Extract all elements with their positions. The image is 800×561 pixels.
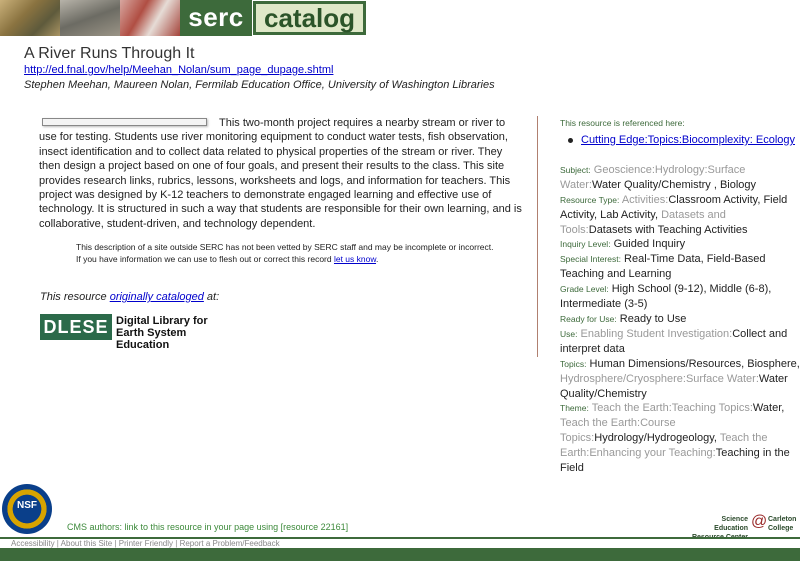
meta-value: Water, xyxy=(752,402,785,414)
footer-link-report[interactable]: Report a Problem/Feedback xyxy=(179,539,280,548)
meta-subject xyxy=(560,163,800,193)
meta-path: Geoscience:Hydrology:Surface Water: xyxy=(560,164,746,191)
references-list xyxy=(568,134,795,146)
meta-value: Ready to Use xyxy=(619,313,687,325)
meta-label: Subject: xyxy=(560,165,591,175)
resource-url-link[interactable]: http://ed.fnal.gov/help/Meehan_Nolan/sum_page_dupage.shtml xyxy=(24,64,334,76)
banner-photo-1 xyxy=(0,0,60,36)
meta-value: Human Dimensions/Resources, Biosphere, xyxy=(589,358,800,370)
disclaimer: This description of a site outside SERC has not been vetted by SERC staff and may be incomplete or incorrect. If you have information we can use to flesh out or correct this record let us know. xyxy=(76,242,494,264)
cms-authors-note: CMS authors: link to this resource in your page using [resource 22161] xyxy=(67,522,349,532)
meta-value: Classroom Activity, Field Activity, Lab Activity, xyxy=(560,194,788,221)
serc-logo[interactable]: serc xyxy=(180,0,252,36)
column-divider xyxy=(537,116,538,357)
meta-value: Water Quality/Chemistry xyxy=(560,373,788,400)
originally-cataloged-link[interactable]: originally cataloged xyxy=(109,291,204,303)
page-title: A River Runs Through It xyxy=(24,45,195,62)
meta-path: Datasets and Tools: xyxy=(560,209,726,236)
dlese-line-1: Digital Library for xyxy=(116,315,208,327)
meta-inquiry-level xyxy=(560,237,800,252)
meta-label: Topics: xyxy=(560,359,587,369)
meta-path: Hydrosphere/Cryosphere:Surface Water: xyxy=(560,373,759,385)
footer-link-printer[interactable]: Printer Friendly xyxy=(118,539,174,548)
bottom-band xyxy=(0,548,800,561)
dlese-logo[interactable] xyxy=(40,314,230,351)
meta-value: Real-Time Data, Field-Based Teaching and Learning xyxy=(560,253,766,280)
meta-value: Hydrology/Hydrogeology, xyxy=(594,432,720,444)
meta-grade-level xyxy=(560,282,800,312)
meta-label: Theme: xyxy=(560,403,589,413)
meta-label: Resource Type: xyxy=(560,195,620,205)
meta-label: Special Interest: xyxy=(560,254,621,264)
reference-link[interactable]: Cutting Edge:Topics:Biocomplexity: Ecology xyxy=(581,134,795,146)
header-banner xyxy=(0,0,800,36)
cataloged-line xyxy=(40,291,219,303)
dlese-text xyxy=(116,315,230,351)
cataloged-suffix: at: xyxy=(203,291,220,303)
meta-topics xyxy=(560,357,800,402)
meta-value: Water Quality/Chemistry , Biology xyxy=(592,179,757,191)
meta-path: Teach the Earth:Course Topics: xyxy=(560,417,676,444)
meta-value: Datasets with Teaching Activities xyxy=(588,224,748,236)
footer-link-accessibility[interactable]: Accessibility xyxy=(11,539,55,548)
footer-separator: | xyxy=(54,539,61,548)
meta-path: Activities: xyxy=(621,194,669,206)
dlese-line-2: Earth System Education xyxy=(116,327,187,351)
carleton-wordmark xyxy=(768,515,796,533)
catalog-logo[interactable]: catalog xyxy=(253,1,366,35)
dlese-mark: DLESE xyxy=(40,314,112,340)
meta-theme xyxy=(560,401,800,476)
meta-label: Grade Level: xyxy=(560,284,609,294)
resource-description: This two-month project requires a nearby stream or river to use for testing. Students use river monitoring equipment to conduct water tests, fish observation, insect identification and to collect data related to physical properties of the stream or river. They then design a project based on one of four goals, and present their results to the class. This site provides research links, rubrics, lessons, worksheets and logs, and information for teachers. This project was designed by K-12 teachers to demonstrate engaged learning and effective use of technology. It is structured in such a way that students are responsible for their own learning, and is collaborative, student-driven, and technology dependent. xyxy=(39,117,522,230)
meta-value: Teaching in the Field xyxy=(560,447,790,474)
disclaimer-text: This description of a site outside SERC has not been vetted by SERC staff and may be incomplete or incorrect. If you have information we can use to flesh out or correct this record xyxy=(76,242,494,264)
footer-links xyxy=(11,539,280,548)
meta-value: Collect and interpret data xyxy=(560,328,788,355)
meta-label: Ready for Use: xyxy=(560,314,617,324)
meta-label: Use: xyxy=(560,329,578,339)
cataloged-prefix: This resource xyxy=(40,291,110,303)
banner-photos xyxy=(0,0,180,36)
carleton-line-1: Carleton xyxy=(768,516,797,523)
footer-link-about[interactable]: About this Site xyxy=(60,539,113,548)
meta-resource-type xyxy=(560,193,800,238)
meta-path: Teach the Earth:Teaching Topics: xyxy=(591,402,753,414)
meta-value: Guided Inquiry xyxy=(613,238,686,250)
bullet-icon xyxy=(568,138,573,143)
meta-value: High School (9-12), Middle (6-8), Intermediate (3-5) xyxy=(560,283,772,310)
meta-special-interest xyxy=(560,252,800,282)
carleton-line-2: College xyxy=(768,525,794,532)
meta-ready-for-use xyxy=(560,312,800,327)
banner-photo-3 xyxy=(120,0,180,36)
serc-carleton-logo[interactable] xyxy=(690,515,800,537)
meta-use xyxy=(560,327,800,357)
meta-path: Teach the Earth:Enhancing your Teaching: xyxy=(560,432,768,459)
at-symbol: @ xyxy=(751,513,768,530)
banner-photo-2 xyxy=(60,0,120,36)
let-us-know-link[interactable]: let us know xyxy=(333,254,377,264)
serc-wordmark-line-1: Science Education xyxy=(714,516,748,532)
footer-separator: | xyxy=(112,539,119,548)
references-heading: This resource is referenced here: xyxy=(560,118,685,128)
footer-separator: | xyxy=(173,539,180,548)
resource-authors: Stephen Meehan, Maureen Nolan, Fermilab Education Office, University of Washington Libraries xyxy=(24,79,495,91)
meta-label: Inquiry Level: xyxy=(560,239,611,249)
nsf-logo-text: NSF xyxy=(17,500,37,511)
meta-path: Enabling Student Investigation: xyxy=(580,328,733,340)
